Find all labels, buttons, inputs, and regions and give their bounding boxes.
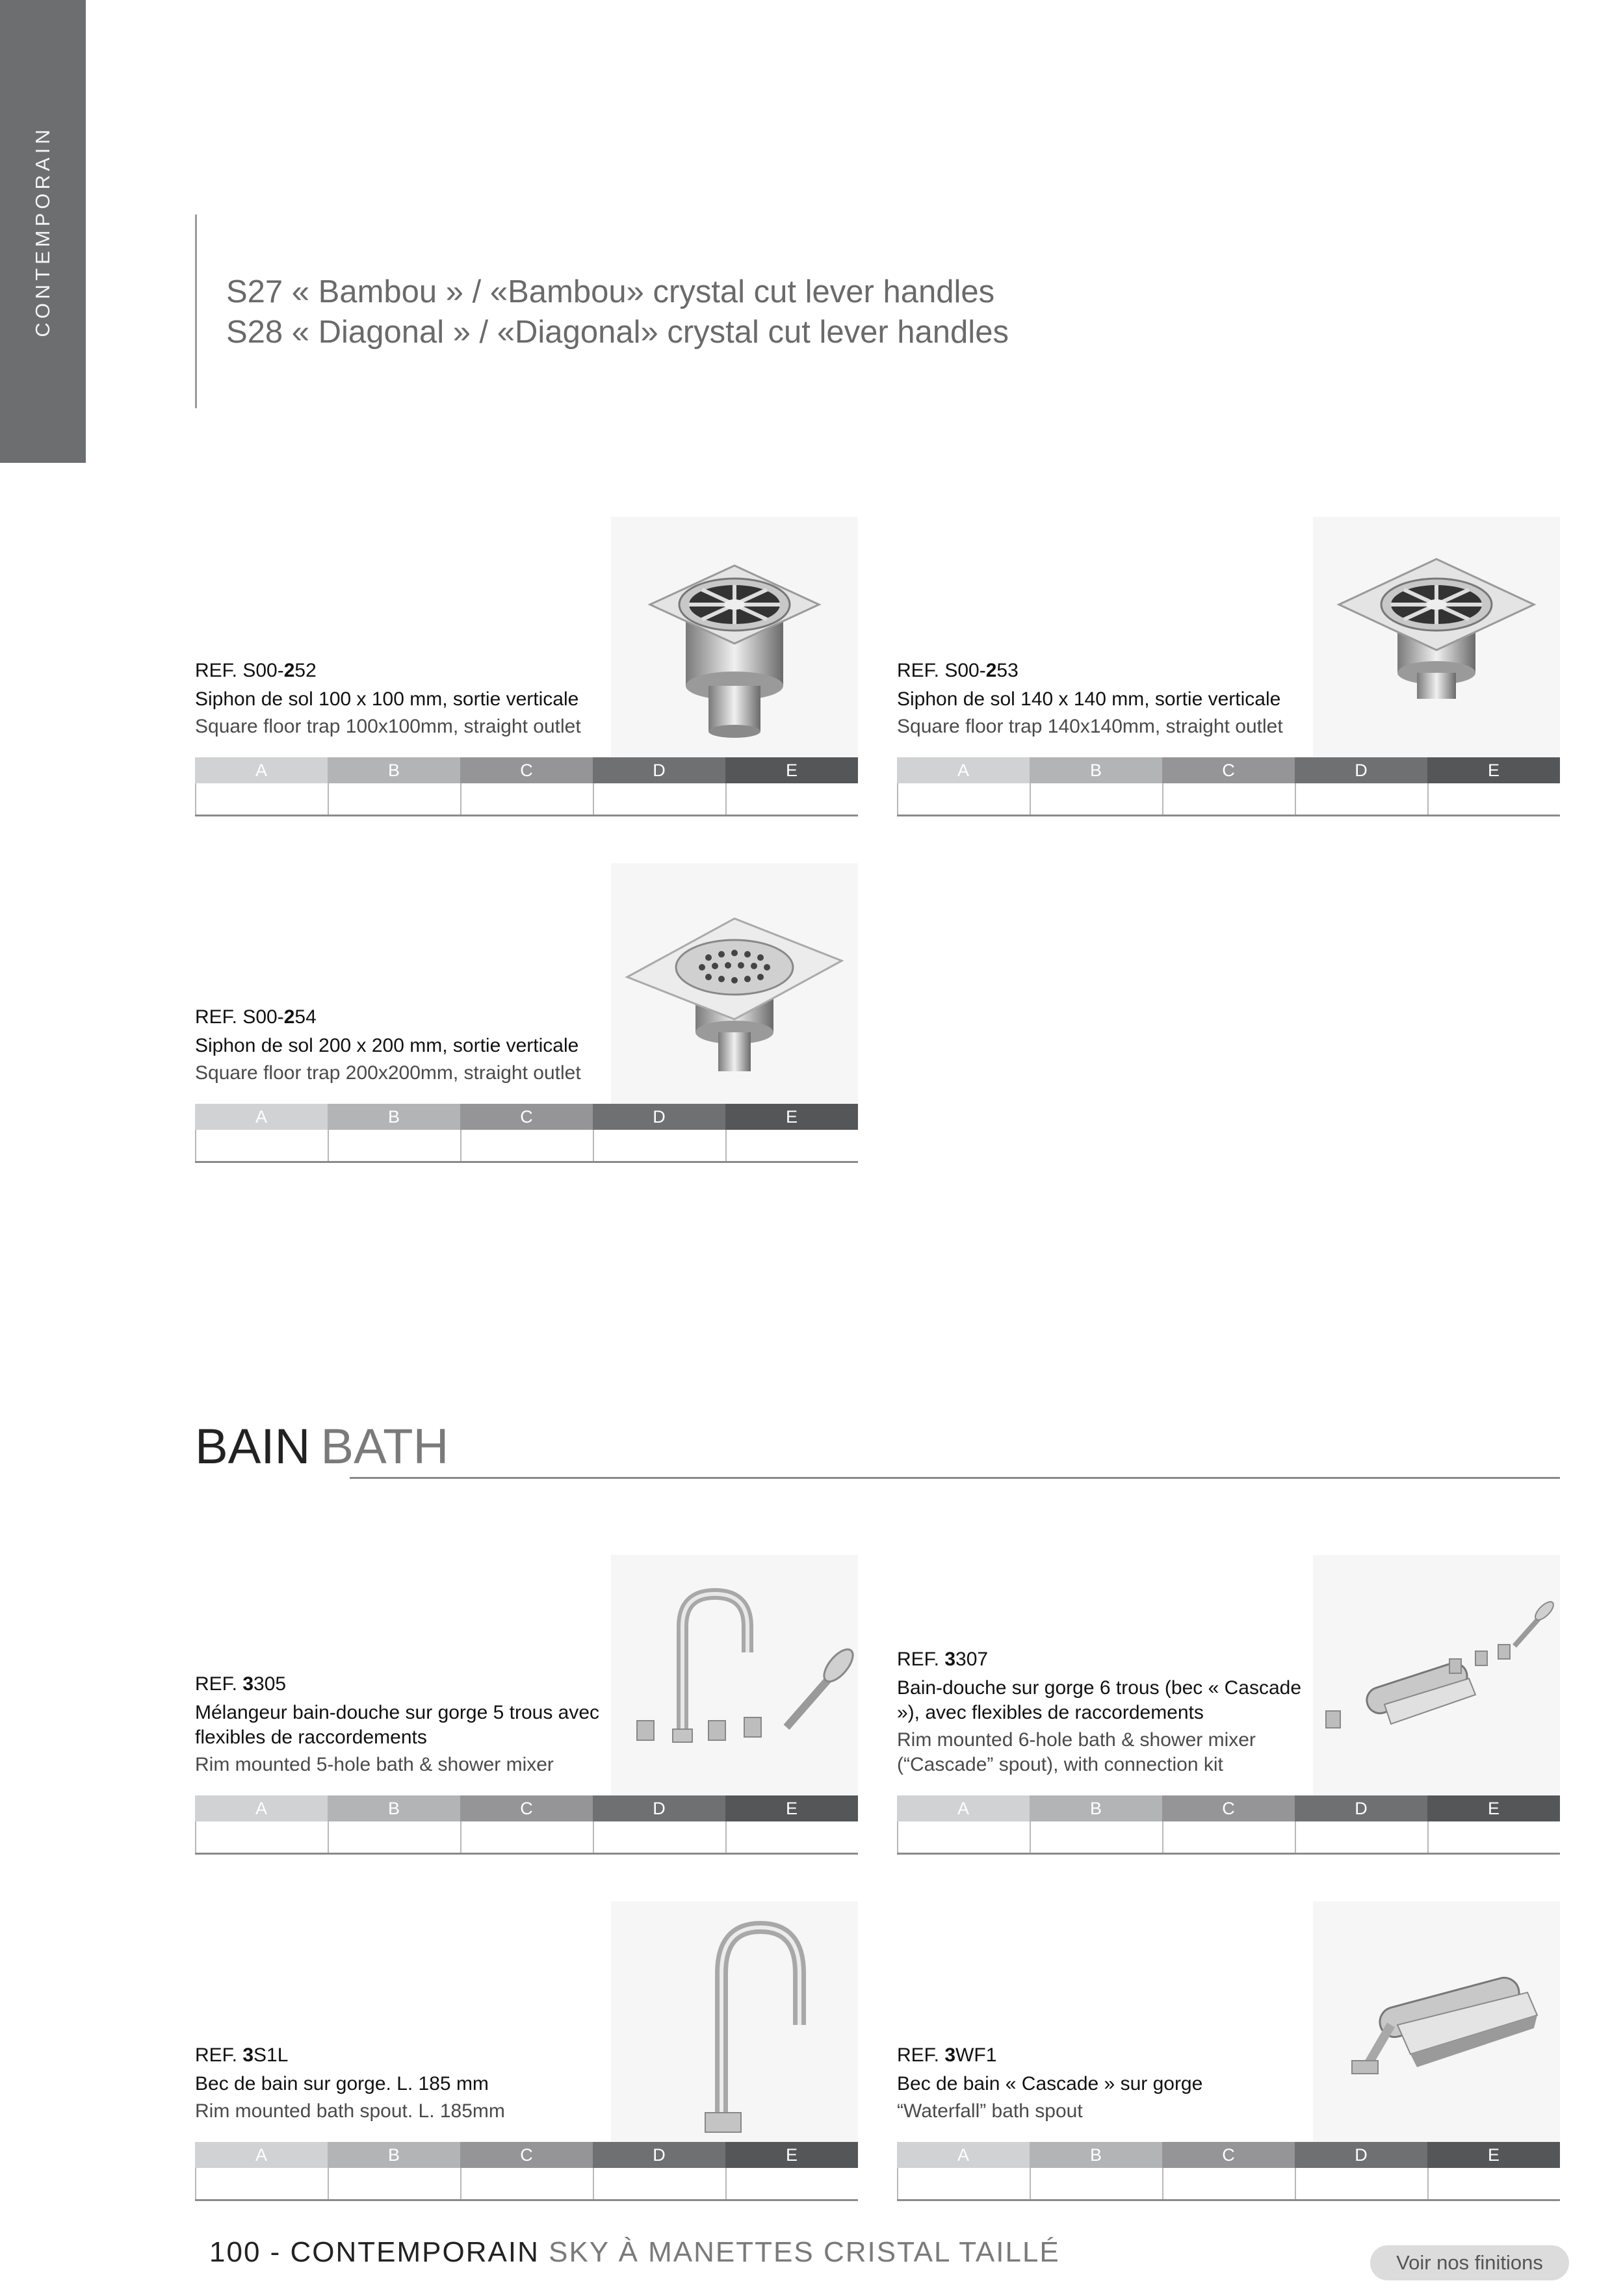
finish-cell bbox=[593, 2168, 725, 2199]
product-text bbox=[195, 659, 611, 739]
side-tab-label: CONTEMPORAIN bbox=[31, 125, 54, 337]
product-desc-en: Rim mounted 6-hole bath & shower mixer (“Cascade” spout), with connection kit bbox=[897, 1729, 1256, 1775]
product-desc-fr: Siphon de sol 140 x 140 mm, sortie verticale bbox=[897, 688, 1281, 710]
floor-trap-200-icon bbox=[611, 863, 858, 1110]
bath-spout-icon bbox=[611, 1901, 858, 2148]
bath-mixer-5-hole-icon bbox=[611, 1555, 858, 1802]
finish-table bbox=[897, 757, 1560, 816]
finish-cell bbox=[195, 783, 328, 815]
finish-a: A bbox=[195, 757, 328, 783]
section-rule bbox=[350, 1477, 1560, 1479]
finish-c: C bbox=[1162, 1795, 1295, 1821]
product-desc-en: Square floor trap 200x200mm, straight outlet bbox=[195, 1062, 581, 1084]
product-desc-en: “Waterfall” bath spout bbox=[897, 2100, 1083, 2122]
finish-a: A bbox=[897, 1795, 1030, 1821]
finish-c: C bbox=[460, 1104, 593, 1130]
finish-cell bbox=[328, 783, 460, 815]
product-card bbox=[897, 1555, 1560, 1854]
finish-e: E bbox=[1427, 2142, 1560, 2168]
product-card bbox=[195, 517, 858, 816]
product-ref: REF. 3307 bbox=[897, 1649, 989, 1670]
finish-table bbox=[195, 2142, 858, 2200]
finish-cell bbox=[460, 2168, 593, 2199]
page-footer bbox=[209, 2236, 1060, 2269]
waterfall-spout-icon bbox=[1313, 1901, 1560, 2148]
product-ref: REF. 3WF1 bbox=[897, 2044, 997, 2066]
finish-b: B bbox=[328, 757, 460, 783]
product-desc-en: Square floor trap 100x100mm, straight outlet bbox=[195, 716, 581, 737]
finish-cell bbox=[328, 1130, 460, 1161]
finish-b: B bbox=[328, 1104, 460, 1130]
finish-a: A bbox=[195, 2142, 328, 2168]
finish-d: D bbox=[593, 757, 725, 783]
finish-table bbox=[195, 757, 858, 816]
finish-b: B bbox=[328, 1795, 460, 1821]
product-ref: REF. S00-253 bbox=[897, 660, 1019, 681]
product-card bbox=[897, 517, 1560, 816]
finish-a: A bbox=[195, 1104, 328, 1130]
finish-d: D bbox=[1295, 2142, 1427, 2168]
product-desc-en: Rim mounted 5-hole bath & shower mixer bbox=[195, 1754, 554, 1775]
product-desc-en: Rim mounted bath spout. L. 185mm bbox=[195, 2100, 505, 2122]
product-desc-fr: Siphon de sol 200 x 200 mm, sortie verticale bbox=[195, 1035, 579, 1056]
finish-cell bbox=[195, 1130, 328, 1161]
finish-cell bbox=[897, 1821, 1030, 1853]
finish-table bbox=[897, 1795, 1560, 1854]
section-title bbox=[195, 1418, 448, 1475]
finish-d: D bbox=[1295, 1795, 1427, 1821]
finish-cell bbox=[1162, 2168, 1295, 2199]
finish-d: D bbox=[1295, 757, 1427, 783]
finish-b: B bbox=[328, 2142, 460, 2168]
floor-trap-100-icon bbox=[611, 517, 858, 764]
finish-e: E bbox=[725, 757, 858, 783]
finish-d: D bbox=[593, 2142, 725, 2168]
finish-e: E bbox=[725, 1795, 858, 1821]
finish-cell bbox=[460, 1130, 593, 1161]
finish-cell bbox=[1295, 2168, 1427, 2199]
finish-cell bbox=[460, 1821, 593, 1853]
finish-cell bbox=[1427, 2168, 1560, 2199]
product-ref: REF. 3305 bbox=[195, 1673, 287, 1695]
footer-page-label: 100 - CONTEMPORAIN bbox=[209, 2236, 539, 2268]
finish-b: B bbox=[1030, 1795, 1162, 1821]
finish-cell bbox=[195, 1821, 328, 1853]
finish-cell bbox=[897, 2168, 1030, 2199]
product-text bbox=[897, 659, 1313, 739]
view-finishes-button[interactable]: Voir nos finitions bbox=[1370, 2245, 1569, 2280]
product-desc-fr: Siphon de sol 100 x 100 mm, sortie verticale bbox=[195, 688, 579, 710]
finish-c: C bbox=[460, 1795, 593, 1821]
finish-c: C bbox=[1162, 757, 1295, 783]
product-desc-en: Square floor trap 140x140mm, straight outlet bbox=[897, 716, 1283, 737]
floor-trap-140-icon bbox=[1313, 517, 1560, 764]
product-desc-fr: Bec de bain sur gorge. L. 185 mm bbox=[195, 2073, 489, 2094]
finish-cell bbox=[1162, 1821, 1295, 1853]
finish-cell bbox=[593, 1821, 725, 1853]
side-tab bbox=[0, 0, 86, 463]
finish-e: E bbox=[1427, 757, 1560, 783]
finish-a: A bbox=[897, 757, 1030, 783]
finish-d: D bbox=[593, 1104, 725, 1130]
bath-mixer-6-hole-icon bbox=[1313, 1555, 1560, 1802]
finish-a: A bbox=[897, 2142, 1030, 2168]
product-ref: REF. S00-252 bbox=[195, 660, 317, 681]
finish-d: D bbox=[593, 1795, 725, 1821]
product-card bbox=[195, 1901, 858, 2200]
finish-cell bbox=[1030, 783, 1162, 815]
product-desc-fr: Bec de bain « Cascade » sur gorge bbox=[897, 2073, 1203, 2094]
product-text bbox=[897, 1647, 1313, 1777]
finish-b: B bbox=[1030, 2142, 1162, 2168]
finish-cell bbox=[1427, 783, 1560, 815]
finish-c: C bbox=[460, 757, 593, 783]
product-card bbox=[897, 1901, 1560, 2200]
finish-cell bbox=[1295, 1821, 1427, 1853]
finish-cell bbox=[725, 783, 858, 815]
product-ref: REF. S00-254 bbox=[195, 1006, 317, 1028]
section-title-fr: BAIN bbox=[195, 1419, 311, 1474]
section-title-en: BATH bbox=[320, 1419, 449, 1474]
finish-e: E bbox=[725, 2142, 858, 2168]
intro-line-2: S28 « Diagonal » / «Diagonal» crystal cut lever handles bbox=[226, 315, 1009, 350]
finish-cell bbox=[593, 783, 725, 815]
product-card bbox=[195, 1555, 858, 1854]
finish-cell bbox=[1427, 1821, 1560, 1853]
product-desc-fr: Mélangeur bain-douche sur gorge 5 trous avec flexibles de raccordements bbox=[195, 1702, 600, 1748]
finish-cell bbox=[1030, 2168, 1162, 2199]
finish-cell bbox=[593, 1130, 725, 1161]
intro-block bbox=[226, 272, 1009, 352]
product-text bbox=[195, 2043, 611, 2124]
product-text bbox=[195, 1005, 611, 1086]
finish-c: C bbox=[1162, 2142, 1295, 2168]
finish-cell bbox=[1030, 1821, 1162, 1853]
footer-collection-label: SKY À MANETTES CRISTAL TAILLÉ bbox=[539, 2236, 1060, 2268]
product-text bbox=[195, 1672, 611, 1777]
finish-cell bbox=[460, 783, 593, 815]
finish-cell bbox=[1295, 783, 1427, 815]
finish-cell bbox=[725, 2168, 858, 2199]
finish-b: B bbox=[1030, 757, 1162, 783]
finish-e: E bbox=[1427, 1795, 1560, 1821]
finish-c: C bbox=[460, 2142, 593, 2168]
finish-cell bbox=[1162, 783, 1295, 815]
finish-a: A bbox=[195, 1795, 328, 1821]
intro-divider bbox=[195, 215, 197, 408]
intro-line-1: S27 « Bambou » / «Bambou» crystal cut lever handles bbox=[226, 274, 995, 309]
finish-table bbox=[897, 2142, 1560, 2200]
product-text bbox=[897, 2043, 1313, 2124]
finish-cell bbox=[195, 2168, 328, 2199]
finish-cell bbox=[725, 1821, 858, 1853]
finish-cell bbox=[328, 1821, 460, 1853]
product-desc-fr: Bain-douche sur gorge 6 trous (bec « Cascade »), avec flexibles de raccordements bbox=[897, 1677, 1302, 1723]
finish-table bbox=[195, 1795, 858, 1854]
finish-cell bbox=[328, 2168, 460, 2199]
finish-e: E bbox=[725, 1104, 858, 1130]
product-ref: REF. 3S1L bbox=[195, 2044, 289, 2066]
finish-cell bbox=[725, 1130, 858, 1161]
finish-cell bbox=[897, 783, 1030, 815]
product-card bbox=[195, 863, 858, 1162]
finish-table bbox=[195, 1104, 858, 1162]
